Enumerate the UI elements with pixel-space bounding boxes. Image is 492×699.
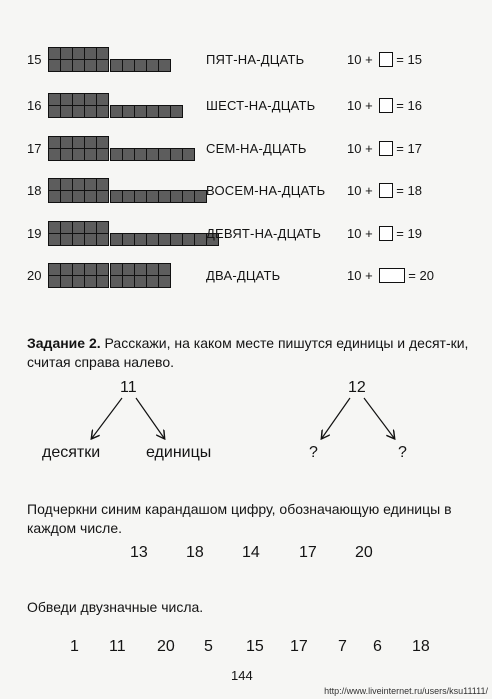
number-row xyxy=(0,179,492,203)
equation-prefix: 10 + xyxy=(347,141,377,156)
row-number: 16 xyxy=(27,98,42,113)
ones-blocks xyxy=(110,263,171,288)
ones-blocks xyxy=(110,59,171,72)
tree-1-right: единицы xyxy=(146,444,212,461)
underline-number[interactable]: 13 xyxy=(130,544,148,561)
circle-number[interactable]: 17 xyxy=(290,638,308,655)
row-number: 19 xyxy=(27,226,42,241)
number-word: ШЕСТ-НА-ДЦАТЬ xyxy=(206,98,316,113)
number-word: ПЯТ-НА-ДЦАТЬ xyxy=(206,52,305,67)
equation-prefix: 10 + xyxy=(347,226,377,241)
equation xyxy=(347,268,434,283)
circle-number[interactable]: 11 xyxy=(109,638,126,655)
number-row xyxy=(0,48,492,72)
circle-instruction: Обведи двузначные числа. xyxy=(27,599,204,615)
ones-blocks xyxy=(110,190,207,203)
task-2-text: Расскажи, на каком месте пишутся единицы и десят-ки, считая справа налево. xyxy=(27,335,469,370)
tree-2-right: ? xyxy=(398,444,407,461)
equation-prefix: 10 + xyxy=(347,268,377,283)
equation xyxy=(347,141,422,156)
tens-blocks xyxy=(48,136,109,161)
underline-number[interactable]: 18 xyxy=(186,544,204,561)
circle-number[interactable]: 15 xyxy=(246,638,264,655)
tens-blocks xyxy=(48,178,109,203)
tree-2-root: 12 xyxy=(348,379,366,396)
arrow-11-right xyxy=(136,398,164,438)
block-bar xyxy=(48,94,183,118)
equation-result: = 16 xyxy=(396,98,422,113)
answer-box[interactable] xyxy=(379,183,393,198)
ones-blocks xyxy=(110,148,195,161)
number-word: ДЕВЯТ-НА-ДЦАТЬ xyxy=(206,226,322,241)
number-row xyxy=(0,222,492,246)
ones-blocks xyxy=(110,105,183,118)
row-number: 20 xyxy=(27,268,42,283)
arrow-12-right xyxy=(364,398,394,438)
equation-result: = 15 xyxy=(396,52,422,67)
tens-blocks xyxy=(48,93,109,118)
answer-box[interactable] xyxy=(379,141,393,156)
tree-1-left: десятки xyxy=(42,444,101,461)
underline-number[interactable]: 17 xyxy=(299,544,317,561)
equation-result: = 20 xyxy=(408,268,434,283)
number-row xyxy=(0,94,492,118)
equation-result: = 18 xyxy=(396,183,422,198)
equation-prefix: 10 + xyxy=(347,98,377,113)
equation-prefix: 10 + xyxy=(347,183,377,198)
circle-number[interactable]: 6 xyxy=(373,638,382,655)
number-word: ДВА-ДЦАТЬ xyxy=(206,268,281,283)
tens-blocks xyxy=(48,47,109,72)
equation-result: = 17 xyxy=(396,141,422,156)
underline-number[interactable]: 14 xyxy=(242,544,260,561)
number-word: СЕМ-НА-ДЦАТЬ xyxy=(206,141,307,156)
circle-number[interactable]: 7 xyxy=(338,638,347,655)
answer-box[interactable] xyxy=(379,52,393,67)
equation-result: = 19 xyxy=(396,226,422,241)
arrow-12-left xyxy=(322,398,350,438)
task-2-label: Задание 2. xyxy=(27,335,101,351)
block-bar xyxy=(48,222,219,246)
block-bar xyxy=(48,48,171,72)
tree-1-root: 11 xyxy=(120,379,137,396)
underline-number[interactable]: 20 xyxy=(355,544,373,561)
tens-blocks xyxy=(48,263,109,288)
circle-number[interactable]: 20 xyxy=(157,638,175,655)
equation xyxy=(347,52,422,67)
equation xyxy=(347,226,422,241)
row-number: 18 xyxy=(27,183,42,198)
task-2 xyxy=(27,334,477,372)
tens-blocks xyxy=(48,221,109,246)
block-bar xyxy=(48,137,195,161)
ones-blocks xyxy=(110,233,219,246)
watermark-url: http://www.liveinternet.ru/users/ksu11111/ xyxy=(324,686,488,696)
block-bar xyxy=(48,179,207,203)
number-row xyxy=(0,264,492,288)
page-number: 144 xyxy=(231,668,253,683)
circle-number[interactable]: 5 xyxy=(204,638,213,655)
row-number: 15 xyxy=(27,52,42,67)
equation-prefix: 10 + xyxy=(347,52,377,67)
circle-number[interactable]: 1 xyxy=(70,638,79,655)
block-bar xyxy=(48,264,171,288)
number-word: ВОСЕМ-НА-ДЦАТЬ xyxy=(206,183,326,198)
circle-number[interactable]: 18 xyxy=(412,638,430,655)
answer-box[interactable] xyxy=(379,98,393,113)
answer-box[interactable] xyxy=(379,226,393,241)
underline-instruction: Подчеркни синим карандашом цифру, обозначающую единицы в каждом числе. xyxy=(27,501,452,536)
row-number: 17 xyxy=(27,141,42,156)
arrow-11-left xyxy=(92,398,122,438)
equation xyxy=(347,98,422,113)
equation xyxy=(347,183,422,198)
number-row xyxy=(0,137,492,161)
answer-box[interactable] xyxy=(379,268,405,283)
tree-2-left: ? xyxy=(309,444,318,461)
